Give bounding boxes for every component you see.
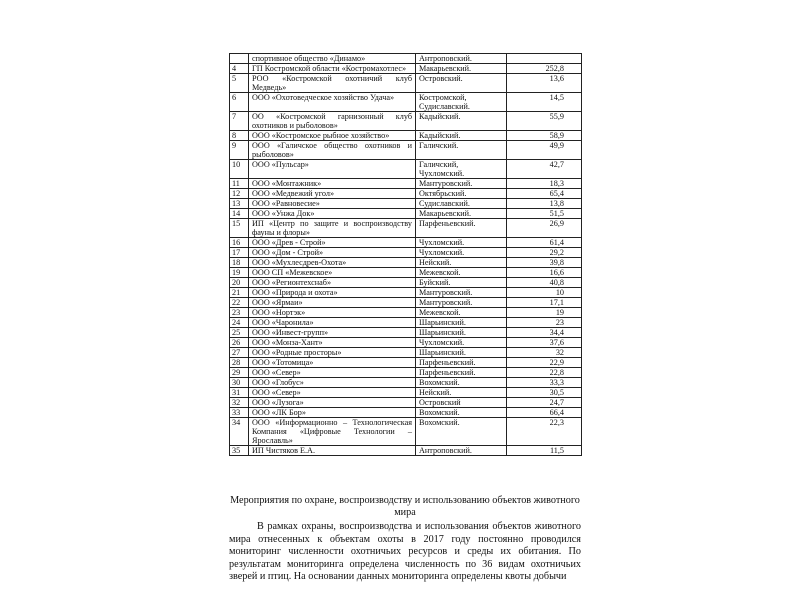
area-cell — [507, 160, 582, 179]
area-value: 22,3 — [549, 418, 564, 427]
organization-cell: ООО «Древ - Строй» — [249, 238, 416, 248]
organization-cell: ООО «Природа и охота» — [249, 288, 416, 298]
organization-cell: ООО «Глобус» — [249, 378, 416, 388]
organization-cell: ООО «Инвест-групп» — [249, 328, 416, 338]
area-value: 34,4 — [549, 328, 564, 337]
area-value: 40,8 — [549, 278, 564, 287]
table-row — [230, 131, 582, 141]
district-cell: Вохомский. — [416, 418, 507, 446]
organization-cell: ООО «Чаронила» — [249, 318, 416, 328]
district-cell: Нейский. — [416, 258, 507, 268]
row-number-cell: 29 — [230, 368, 249, 378]
organization-cell: ООО «Монтажник» — [249, 179, 416, 189]
area-value: 22,8 — [549, 368, 564, 377]
table-row — [230, 189, 582, 199]
table-row — [230, 179, 582, 189]
row-number-cell: 20 — [230, 278, 249, 288]
table-row — [230, 378, 582, 388]
district-cell: Чухломский. — [416, 338, 507, 348]
district-cell: Мантуровский. — [416, 288, 507, 298]
area-value: 11,5 — [549, 446, 564, 455]
area-cell — [507, 338, 582, 348]
table-row — [230, 248, 582, 258]
organization-cell: ООО «Мухлесдрев-Охота» — [249, 258, 416, 268]
area-cell — [507, 74, 582, 93]
area-value: 26,9 — [549, 219, 564, 228]
table-row — [230, 408, 582, 418]
district-cell: Судиславский. — [416, 199, 507, 209]
row-number-cell: 24 — [230, 318, 249, 328]
area-cell — [507, 418, 582, 446]
area-cell — [507, 258, 582, 268]
area-value: 32 — [555, 348, 564, 357]
body-paragraph: В рамках охраны, воспроизводства и использования объектов животного мира отнесенных к объектам охоты в 2017 году постоянно проводился мониторинг численности охотничьих ресурсов и среды их обитания. По результатам мониторинга определена численность по 36 видам охотничьих зверей и птиц. На основании данных мониторинга определены квоты добычи — [229, 521, 581, 583]
table-row — [230, 318, 582, 328]
organization-cell: спортивное общество «Динамо» — [249, 54, 416, 64]
area-cell — [507, 64, 582, 74]
area-cell — [507, 328, 582, 338]
district-cell: Макарьевский. — [416, 64, 507, 74]
row-number-cell: 11 — [230, 179, 249, 189]
area-value: 13,8 — [549, 199, 564, 208]
area-value: 39,8 — [549, 258, 564, 267]
district-cell: Мантуровский. — [416, 298, 507, 308]
organization-cell: ООО «Информационно – Технологическая Компания «Цифровые Технологии – Ярославль» — [249, 418, 416, 446]
area-cell — [507, 278, 582, 288]
district-cell: Мантуровский. — [416, 179, 507, 189]
organization-cell: ООО «Костромское рыбное хозяйство» — [249, 131, 416, 141]
organization-cell: ООО «Равновесие» — [249, 199, 416, 209]
area-value: 23 — [555, 318, 564, 327]
district-cell: Островский — [416, 398, 507, 408]
area-value: 14,5 — [549, 93, 564, 102]
area-value: 24,7 — [549, 398, 564, 407]
district-cell: Парфеньевский. — [416, 358, 507, 368]
row-number-cell: 14 — [230, 209, 249, 219]
row-number-cell: 18 — [230, 258, 249, 268]
row-number-cell: 21 — [230, 288, 249, 298]
area-cell — [507, 238, 582, 248]
row-number-cell: 23 — [230, 308, 249, 318]
organization-cell: ООО «Пульсар» — [249, 160, 416, 179]
area-cell — [507, 288, 582, 298]
area-cell — [507, 219, 582, 238]
organization-cell: ООО «Родные просторы» — [249, 348, 416, 358]
table-row — [230, 358, 582, 368]
area-value: 18,3 — [549, 179, 564, 188]
district-cell: Вохомский. — [416, 378, 507, 388]
area-cell — [507, 112, 582, 131]
area-cell — [507, 398, 582, 408]
row-number-cell: 26 — [230, 338, 249, 348]
district-cell: Нейский. — [416, 388, 507, 398]
district-cell: Вохомский. — [416, 408, 507, 418]
area-value: 30,5 — [549, 388, 564, 397]
district-cell: Островский. — [416, 74, 507, 93]
table-row — [230, 74, 582, 93]
district-cell: Октябрьский. — [416, 189, 507, 199]
area-value: 66,4 — [549, 408, 564, 417]
area-value: 37,6 — [549, 338, 564, 347]
district-cell: Чухломский. — [416, 248, 507, 258]
organization-cell: ООО «Тотомица» — [249, 358, 416, 368]
table-row — [230, 446, 582, 456]
row-number-cell: 13 — [230, 199, 249, 209]
district-cell: Антроповский. — [416, 54, 507, 64]
organization-cell: ООО «Унжа Док» — [249, 209, 416, 219]
area-value: 33,3 — [549, 378, 564, 387]
area-value: 58,9 — [549, 131, 564, 140]
district-cell: Галичский, Чухломский. — [416, 160, 507, 179]
district-cell: Костромской, Судиславский. — [416, 93, 507, 112]
area-cell — [507, 179, 582, 189]
area-value: 42,7 — [549, 160, 564, 169]
organization-cell: ООО «Охотоведческое хозяйство Удача» — [249, 93, 416, 112]
area-cell — [507, 298, 582, 308]
section-title: Мероприятия по охране, воспроизводству и использованию объектов животного мира — [230, 495, 580, 518]
area-cell — [507, 93, 582, 112]
table-row — [230, 219, 582, 238]
area-cell — [507, 131, 582, 141]
row-number-cell: 7 — [230, 112, 249, 131]
organization-cell: ООО «Галичское общество охотников и рыболовов» — [249, 141, 416, 160]
organization-cell: ГП Костромской области «Костромахотлес» — [249, 64, 416, 74]
organization-cell: ИП Чистяков Е.А. — [249, 446, 416, 456]
district-cell: Парфеньевский. — [416, 219, 507, 238]
area-cell — [507, 189, 582, 199]
row-number-cell: 9 — [230, 141, 249, 160]
table-row — [230, 268, 582, 278]
area-value: 10 — [555, 288, 564, 297]
row-number-cell: 4 — [230, 64, 249, 74]
table-row — [230, 209, 582, 219]
hunting-grounds-table — [229, 53, 582, 456]
area-value: 55,9 — [549, 112, 564, 121]
area-cell — [507, 318, 582, 328]
district-cell: Кадыйский. — [416, 112, 507, 131]
row-number-cell: 33 — [230, 408, 249, 418]
table-row — [230, 388, 582, 398]
row-number-cell: 17 — [230, 248, 249, 258]
organization-cell: ОО «Костромской гарнизонный клуб охотников и рыболовов» — [249, 112, 416, 131]
organization-cell: ООО «Монза-Хант» — [249, 338, 416, 348]
area-cell — [507, 446, 582, 456]
table-row — [230, 258, 582, 268]
table-row — [230, 348, 582, 358]
district-cell: Шарьинский. — [416, 348, 507, 358]
organization-cell: ООО «Север» — [249, 368, 416, 378]
row-number-cell: 31 — [230, 388, 249, 398]
district-cell: Макарьевский. — [416, 209, 507, 219]
row-number-cell: 6 — [230, 93, 249, 112]
organization-cell: ООО «Медвежий угол» — [249, 189, 416, 199]
row-number-cell: 5 — [230, 74, 249, 93]
organization-cell: ООО «Регионтехснаб» — [249, 278, 416, 288]
area-cell — [507, 209, 582, 219]
area-value: 51,5 — [549, 209, 564, 218]
district-cell: Буйский. — [416, 278, 507, 288]
area-value: 16,6 — [549, 268, 564, 277]
row-number-cell: 28 — [230, 358, 249, 368]
organization-cell: ООО СП «Межевское» — [249, 268, 416, 278]
organization-cell: ИП «Центр по защите и воспроизводству фауны и флоры» — [249, 219, 416, 238]
row-number-cell: 27 — [230, 348, 249, 358]
table-row — [230, 112, 582, 131]
table-row — [230, 288, 582, 298]
area-value: 17,1 — [549, 298, 564, 307]
table-row — [230, 238, 582, 248]
table-row — [230, 54, 582, 64]
district-cell: Шарьинский. — [416, 318, 507, 328]
organization-cell: ООО «Нортэк» — [249, 308, 416, 318]
area-cell — [507, 378, 582, 388]
row-number-cell: 16 — [230, 238, 249, 248]
area-cell — [507, 54, 582, 64]
table-row — [230, 338, 582, 348]
district-cell: Чухломский. — [416, 238, 507, 248]
table-row — [230, 64, 582, 74]
organization-cell: ООО «ЛК Бор» — [249, 408, 416, 418]
area-cell — [507, 358, 582, 368]
area-cell — [507, 308, 582, 318]
row-number-cell: 8 — [230, 131, 249, 141]
area-value: 22,9 — [549, 358, 564, 367]
area-cell — [507, 348, 582, 358]
organization-cell: РОО «Костромской охотничий клуб Медведь» — [249, 74, 416, 93]
area-value: 19 — [555, 308, 564, 317]
table-row — [230, 141, 582, 160]
organization-cell: ООО «Север» — [249, 388, 416, 398]
row-number-cell: 34 — [230, 418, 249, 446]
area-cell — [507, 388, 582, 398]
area-value: 252,8 — [545, 64, 564, 73]
district-cell: Антроповский. — [416, 446, 507, 456]
row-number-cell: 10 — [230, 160, 249, 179]
row-number-cell: 12 — [230, 189, 249, 199]
district-cell: Межевской. — [416, 308, 507, 318]
area-value: 49,9 — [549, 141, 564, 150]
row-number-cell: 22 — [230, 298, 249, 308]
table-row — [230, 368, 582, 378]
area-cell — [507, 368, 582, 378]
row-number-cell: 35 — [230, 446, 249, 456]
area-value: 61,4 — [549, 238, 564, 247]
district-cell: Кадыйский. — [416, 131, 507, 141]
area-cell — [507, 248, 582, 258]
row-number-cell: 19 — [230, 268, 249, 278]
area-value: 29,2 — [549, 248, 564, 257]
table-row — [230, 199, 582, 209]
organization-cell: ООО «Лузога» — [249, 398, 416, 408]
table-row — [230, 93, 582, 112]
district-cell: Шарьинский. — [416, 328, 507, 338]
district-cell: Межевской. — [416, 268, 507, 278]
row-number-cell: 30 — [230, 378, 249, 388]
area-cell — [507, 141, 582, 160]
organization-cell: ООО «Дом - Строй» — [249, 248, 416, 258]
area-cell — [507, 408, 582, 418]
table-row — [230, 308, 582, 318]
row-number-cell: 32 — [230, 398, 249, 408]
district-cell: Парфеньевский. — [416, 368, 507, 378]
row-number-cell — [230, 54, 249, 64]
table-row — [230, 328, 582, 338]
row-number-cell: 25 — [230, 328, 249, 338]
table-row — [230, 160, 582, 179]
organization-cell: ООО «Ярмаи» — [249, 298, 416, 308]
area-cell — [507, 199, 582, 209]
district-cell: Галичский. — [416, 141, 507, 160]
area-cell — [507, 268, 582, 278]
table-row — [230, 278, 582, 288]
table-row — [230, 398, 582, 408]
row-number-cell: 15 — [230, 219, 249, 238]
table-row — [230, 418, 582, 446]
area-value: 13,6 — [549, 74, 564, 83]
area-value: 65,4 — [549, 189, 564, 198]
table-body — [230, 54, 582, 456]
table-row — [230, 298, 582, 308]
